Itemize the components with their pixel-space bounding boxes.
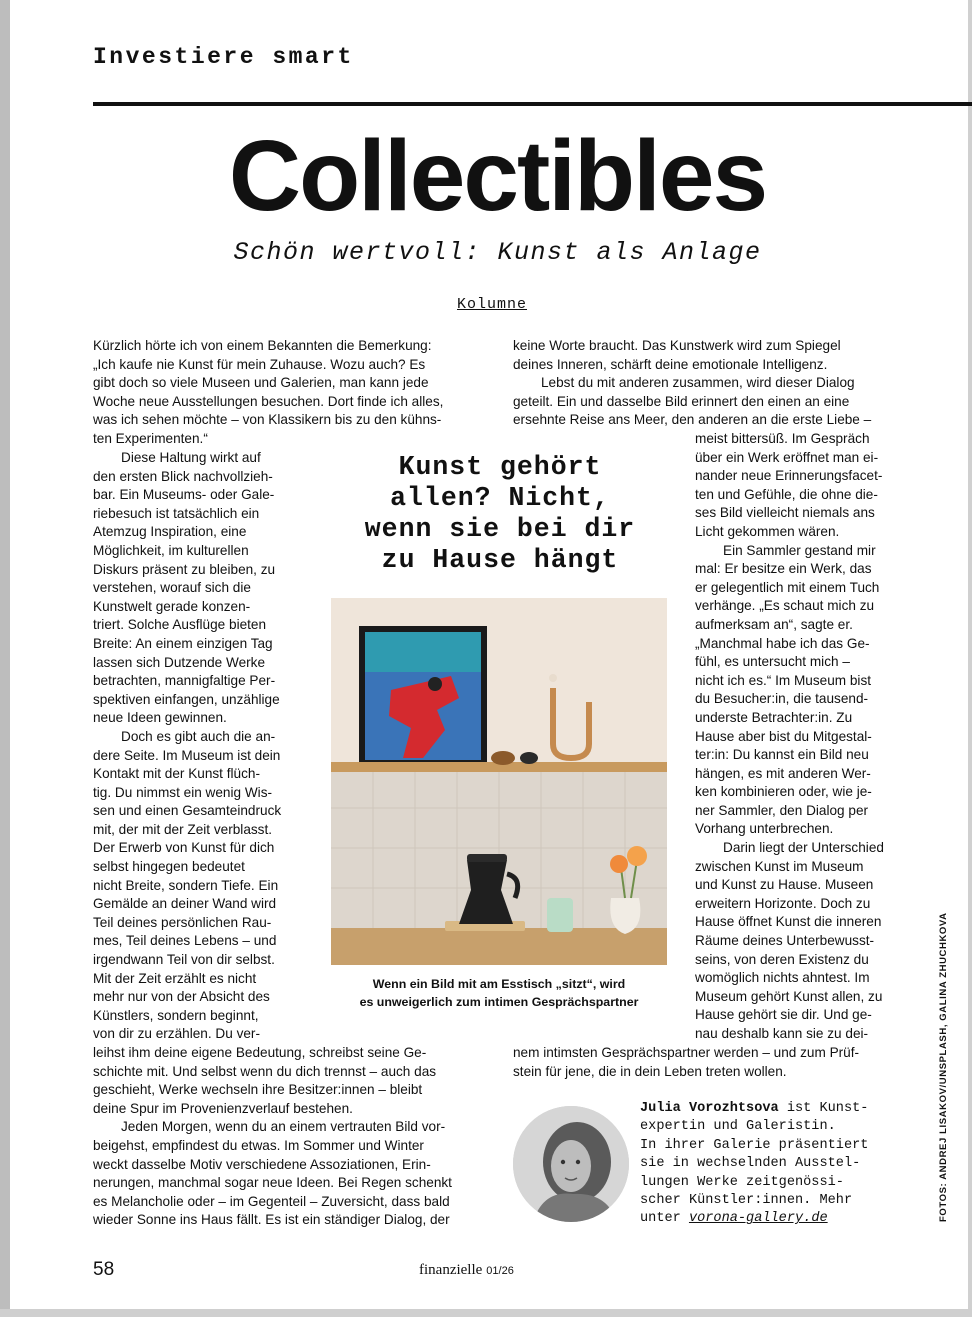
magazine-footer [419, 1262, 514, 1279]
text-line: Mit der Zeit erzählt es nicht [93, 970, 257, 986]
author-portrait [513, 1106, 629, 1222]
text-line: ter:in: Du kannst ein Bild neu [695, 747, 869, 763]
text-line: verhänge. „Es schaut mich zu [695, 598, 875, 614]
text-line: „Ich kaufe nie Kunst für mein Zuhause. Wozu auch? Es [93, 356, 426, 372]
photo-credit: FOTOS: ANDREJ LISAKOV/UNSPLASH, GALINA ZHUCHKOVA [938, 912, 949, 1222]
text-line: Kürzlich hörte ich von einem Bekannten die Bemerkung: [93, 338, 432, 353]
col1-narrow [93, 449, 281, 1044]
magazine-name: finanzielle [419, 1262, 483, 1278]
text-line: zwischen Kunst im Museum [695, 858, 864, 874]
text-line: Kontakt mit der Kunst flüch- [93, 766, 260, 782]
text-line: und Kunst zu Hause. Museen [695, 877, 874, 893]
bio-text: ist Kunst- [778, 1101, 869, 1116]
text-line: nander neue Erinnerungsfacet- [695, 468, 883, 484]
text-line: er gelegentlich mit einem Tuch [695, 579, 880, 595]
portrait-illustration [513, 1106, 629, 1222]
text-line: beigehst, empfindest du etwas. Im Sommer und Winter [93, 1137, 424, 1153]
text-line: es Melancholie oder – im Gegenteil – Zuversicht, dass bald [93, 1193, 450, 1209]
text-line: meist bittersüß. Im Gespräch [695, 431, 870, 446]
text-line: Museum gehört Kunst allen, zu [695, 988, 883, 1004]
text-line: riebesuch ist tatsächlich ein [93, 505, 260, 521]
bio-line: expertin und Galeristin. [640, 1119, 836, 1135]
text-line: underste Betrachter:in. Zu [695, 709, 853, 725]
text-line: Breite: An einem einzigen Tag [93, 635, 273, 651]
interior-photo-illustration [331, 598, 667, 965]
text-line: mes, Teil deines Lebens – und [93, 933, 277, 949]
text-line: spektiven einfangen, unzählige [93, 691, 280, 707]
pull-quote [330, 452, 670, 576]
text-line: Diese Haltung wirkt auf [121, 450, 261, 465]
text-line: tig. Du nimmst ein wenig Wis- [93, 784, 273, 800]
text-line: leihst ihm deine eigene Bedeutung, schreibst seine Ge- [93, 1045, 427, 1060]
text-line: Gemälde an deiner Wand wird [93, 896, 277, 912]
text-line: fühl, es untersucht mich – [695, 654, 850, 670]
text-line: Jeden Morgen, wenn du an einem vertrauten Bild vor- [121, 1119, 446, 1135]
text-line: stein für jene, die in dein Leben treten wollen. [513, 1063, 787, 1079]
text-line: Doch es gibt auch die an- [121, 728, 276, 744]
page-number: 58 [93, 1259, 115, 1280]
header-rule [93, 102, 972, 106]
bio-text: unter [640, 1211, 689, 1227]
text-line: über ein Werk eröffnet man ei- [695, 449, 879, 465]
page-edge-bottom [0, 1309, 972, 1317]
text-line: Der Erwerb von Kunst für dich [93, 840, 275, 856]
text-line: ken kombinieren oder, wie je- [695, 784, 872, 800]
text-line: deine Spur im Provenienzverlauf bestehen. [93, 1100, 353, 1116]
author-bio [640, 1100, 868, 1229]
text-line: nem intimsten Gesprächspartner werden – und zum Prüf- [513, 1045, 860, 1060]
text-line: Künstlers, sondern beginnt, [93, 1007, 259, 1023]
text-line: betrachten, mannigfaltige Per- [93, 673, 276, 689]
text-line: nau deshalb kann sie zu dei- [695, 1026, 869, 1041]
text-line: ses Bild vielleicht niemals ans [695, 505, 875, 521]
text-line: ersehnte Reise ans Meer, den anderen an die erste Liebe – [513, 412, 872, 428]
photo-caption [331, 976, 667, 1011]
text-line: weckt dasselbe Motiv verschiedene Assoziationen, Erin- [93, 1156, 431, 1172]
text-line: Möglichkeit, im kulturellen [93, 542, 249, 558]
text-line: geschieht, Werke wechseln ihre Besitzer:innen – bleibt [93, 1082, 423, 1098]
text-line: Räume deines Unterbewusst- [695, 933, 875, 949]
text-line: „Manchmal habe ich das Ge- [695, 635, 870, 651]
text-line: Darin liegt der Unterschied [723, 840, 884, 856]
col2-narrow [695, 430, 884, 1044]
text-line: dere Seite. Im Museum ist dein [93, 747, 281, 763]
text-line: neue Ideen gewinnen. [93, 710, 227, 726]
col2-bottom [513, 1044, 859, 1081]
text-line: keine Worte braucht. Das Kunstwerk wird zum Spiegel [513, 338, 841, 353]
text-line: irgendwann Teil von dir selbst. [93, 952, 275, 968]
pull-quote-line: allen? Nicht, [390, 483, 610, 513]
page-subtitle: Schön wertvoll: Kunst als Anlage [233, 238, 762, 267]
bio-line: In ihrer Galerie präsentiert [640, 1137, 869, 1153]
text-line: nerungen, manchmal sogar neue Ideen. Bei Regen schenkt [93, 1175, 452, 1191]
text-line: triert. Solche Ausflüge bieten [93, 617, 267, 633]
text-line: Teil deines persönlichen Rau- [93, 914, 272, 930]
text-line: mal: Er besitze ein Werk, das [695, 561, 872, 577]
text-line: Hause öffnet Kunst die inneren [695, 914, 882, 930]
text-line: Vorhang unterbrechen. [695, 821, 834, 837]
text-line: bar. Ein Museums- oder Gale- [93, 487, 275, 503]
pull-quote-line: Kunst gehört [398, 452, 602, 482]
text-line: was ich sehen möchte – von Klassikern bis zu den kühns- [93, 412, 442, 428]
section-label: Investiere smart [93, 44, 354, 70]
col2-top [513, 337, 871, 430]
text-line: mehr nur von der Absicht des [93, 989, 270, 1005]
bio-line [640, 1210, 868, 1228]
text-line: Atemzug Inspiration, eine [93, 524, 247, 540]
text-line: deines Inneren, schärft deine emotionale Intelligenz. [513, 356, 828, 372]
text-line: selbst hingegen bedeutet [93, 859, 245, 875]
text-line: aufmerksam an“, sagte er. [695, 616, 853, 632]
text-line: sen und einen Gesamteindruck [93, 803, 282, 819]
text-line: lassen sich Dutzende Werke [93, 654, 266, 670]
text-line: geteilt. Ein und dasselbe Bild erinnert den einen an eine [513, 393, 850, 409]
text-line: Hause gehört sie dir. Und ge- [695, 1007, 872, 1023]
gallery-link[interactable]: vorona-gallery.de [688, 1211, 828, 1227]
caption-line: Wenn ein Bild mit am Esstisch „sitzt“, wird [372, 977, 626, 991]
page-title: Collectibles [228, 120, 767, 232]
text-line: mit, der mit der Zeit verblasst. [93, 821, 273, 837]
text-line: ten Experimenten.“ [93, 430, 208, 446]
text-line: erweitern Horizonte. Doch zu [695, 895, 871, 911]
text-line: Kunstwelt gerade konzen- [93, 598, 251, 614]
col1-top [93, 337, 443, 449]
text-line: von dir zu erzählen. Du ver- [93, 1026, 260, 1042]
issue-number: 01/26 [486, 1265, 514, 1277]
text-line: Lebst du mit anderen zusammen, wird dieser Dialog [541, 375, 855, 391]
bio-line: sie in wechselnden Ausstel- [640, 1156, 861, 1172]
text-line: Woche neue Ausstellungen besuchen. Dort finde ich alles, [93, 393, 444, 409]
text-line: schichte mit. Und selbst wenn du dich trennst – auch das [93, 1063, 437, 1079]
caption-line: es unweigerlich zum intimen Gesprächspartner [359, 994, 639, 1009]
bio-line: lungen Werke zeitgenössi- [640, 1174, 844, 1190]
text-line: Licht gekommen wären. [695, 523, 840, 539]
text-line: seins, von deren Existenz du [695, 951, 869, 967]
pull-quote-line: zu Hause hängt [381, 545, 619, 575]
text-line: hängen, es mit anderen Wer- [695, 765, 871, 781]
bio-line [640, 1100, 868, 1118]
col1-bottom [93, 1044, 452, 1230]
text-line: den ersten Blick nachvollzieh- [93, 468, 273, 484]
text-line: ner Sammler, den Dialog per [695, 802, 869, 818]
text-line: nicht ich es.“ Im Museum bist [695, 672, 872, 688]
author-name: Julia Vorozhtsova [640, 1101, 779, 1116]
text-line: Hause aber bist du Mitgestal- [695, 728, 872, 744]
text-line: Diskurs präsent zu bleiben, zu [93, 561, 276, 577]
text-line: Ein Sammler gestand mir [723, 542, 876, 558]
text-line: ten und Gefühle, die ohne die- [695, 486, 878, 502]
text-line: gibt doch so viele Museen und Galerien, man kann jede [93, 375, 429, 391]
text-line: wieder Sonne ins Haus fällt. Es ist ein ständiger Dialog, der [93, 1212, 450, 1228]
column-label: Kolumne [457, 296, 528, 313]
bio-line: scher Künstler:innen. Mehr [640, 1193, 853, 1209]
text-line: nicht Breite, sondern Tiefe. Ein [93, 877, 279, 893]
text-line: womöglich nichts ahntest. Im [695, 970, 870, 986]
text-line: du Besucher:in, die tausend- [695, 691, 869, 707]
pull-quote-line: wenn sie bei dir [364, 514, 636, 544]
text-line: verstehen, worauf sich die [93, 580, 251, 596]
interior-photo [331, 598, 667, 965]
